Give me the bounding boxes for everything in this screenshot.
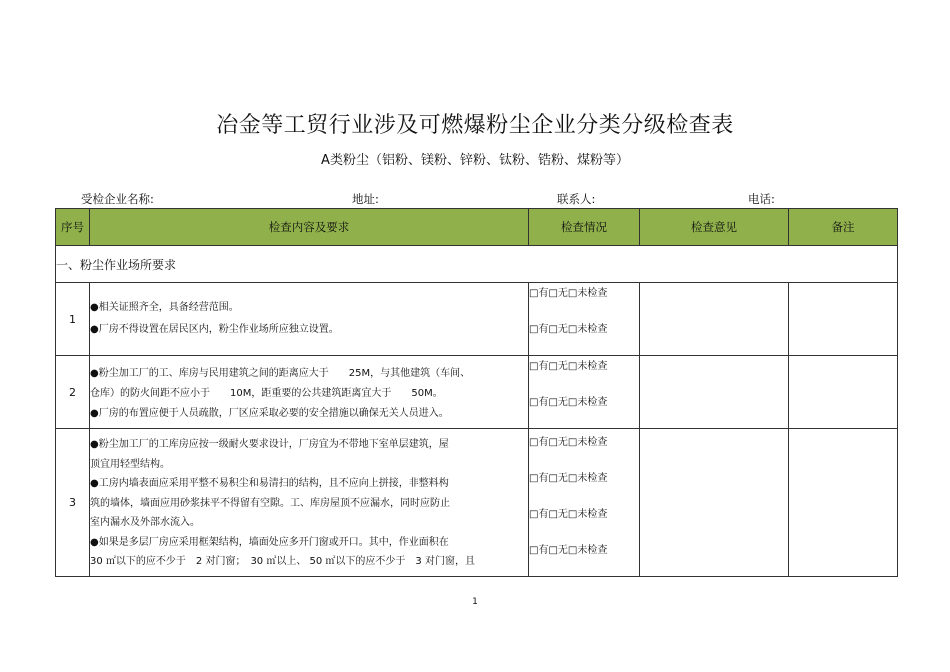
page-number: 1 — [472, 597, 478, 607]
header-check-content: 检查内容及要求 — [90, 209, 529, 246]
header-remarks: 备注 — [789, 209, 898, 246]
phone-label: 电话: — [748, 192, 775, 206]
content-line: 筑的墙体，墙面应用砂浆抹平不得留有空隙。工、库房屋顶不应漏水，同时应防止 — [90, 497, 450, 509]
contact-label: 联系人: — [557, 192, 596, 206]
check-status-cell — [529, 283, 640, 356]
check-opinion-cell[interactable] — [640, 356, 789, 429]
check-option[interactable]: □有□无□未检查 — [529, 397, 608, 408]
table-header-row — [56, 209, 898, 246]
check-option[interactable]: □有□无□未检查 — [529, 509, 608, 520]
remarks-cell[interactable] — [789, 429, 898, 577]
address-label: 地址: — [352, 192, 379, 206]
check-option[interactable]: □有□无□未检查 — [529, 324, 608, 335]
row-number: 3 — [56, 429, 90, 577]
check-opinion-cell[interactable] — [640, 283, 789, 356]
company-name-label: 受检企业名称: — [81, 192, 154, 206]
check-option[interactable]: □有□无□未检查 — [529, 361, 608, 372]
header-check-status: 检查情况 — [529, 209, 640, 246]
check-option[interactable]: □有□无□未检查 — [529, 288, 608, 299]
section-row — [56, 246, 898, 283]
row-content — [90, 429, 529, 577]
table-row — [56, 429, 898, 577]
content-line: ●粉尘加工厂的工、库房与民用建筑之间的距离应大于 25M，与其他建筑（车间、 — [90, 368, 471, 379]
inspection-table — [55, 208, 898, 577]
row-content — [90, 283, 529, 356]
remarks-cell[interactable] — [789, 283, 898, 356]
header-check-opinion: 检查意见 — [640, 209, 789, 246]
info-bar — [0, 191, 950, 207]
content-line: 仓库）的防火间距不应小于 10M，距重要的公共建筑距离宜大于 50M。 — [90, 388, 443, 399]
content-line: ●厂房不得设置在居民区内，粉尘作业场所应独立设置。 — [90, 324, 339, 335]
content-line: ●粉尘加工厂的工库房应按一级耐火要求设计，厂房宜为不带地下室单层建筑，屋 — [90, 439, 449, 451]
check-option[interactable]: □有□无□未检查 — [529, 437, 608, 448]
row-content — [90, 356, 529, 429]
check-option[interactable]: □有□无□未检查 — [529, 545, 608, 556]
check-opinion-cell[interactable] — [640, 429, 789, 577]
header-serial-number: 序号 — [56, 209, 90, 246]
content-line: ●如果是多层厂房应采用框架结构，墙面处应多开门窗或开口。其中，作业面积在 — [90, 536, 449, 548]
row-number: 1 — [56, 283, 90, 356]
check-status-cell — [529, 356, 640, 429]
check-status-cell — [529, 429, 640, 577]
content-line: 30 ㎡以下的应不少于 2 对门窗； 30 ㎡以上、 50 ㎡以下的应不少于 3 对门窗，且 — [90, 556, 475, 568]
content-line: ●厂房的布置应便于人员疏散，厂区应采取必要的安全措施以确保无关人员进入。 — [90, 408, 449, 419]
content-line: ●工房内墙表面应采用平整不易积尘和易清扫的结构，且不应向上拼接，非整料构 — [90, 478, 449, 490]
document-title: 冶金等工贸行业涉及可燃爆粉尘企业分类分级检查表 — [216, 113, 734, 138]
table-row — [56, 283, 898, 356]
remarks-cell[interactable] — [789, 356, 898, 429]
check-option[interactable]: □有□无□未检查 — [529, 473, 608, 484]
content-line: 顶宜用轻型结构。 — [90, 458, 170, 470]
content-line: 室内漏水及外部水流入。 — [90, 517, 200, 529]
content-line: ●相关证照齐全，具备经营范围。 — [90, 302, 239, 313]
section-title: 一、粉尘作业场所要求 — [56, 246, 898, 283]
row-number: 2 — [56, 356, 90, 429]
document-subtitle: A类粉尘（铝粉、镁粉、锌粉、钛粉、锆粉、煤粉等） — [321, 153, 629, 168]
table-row — [56, 356, 898, 429]
